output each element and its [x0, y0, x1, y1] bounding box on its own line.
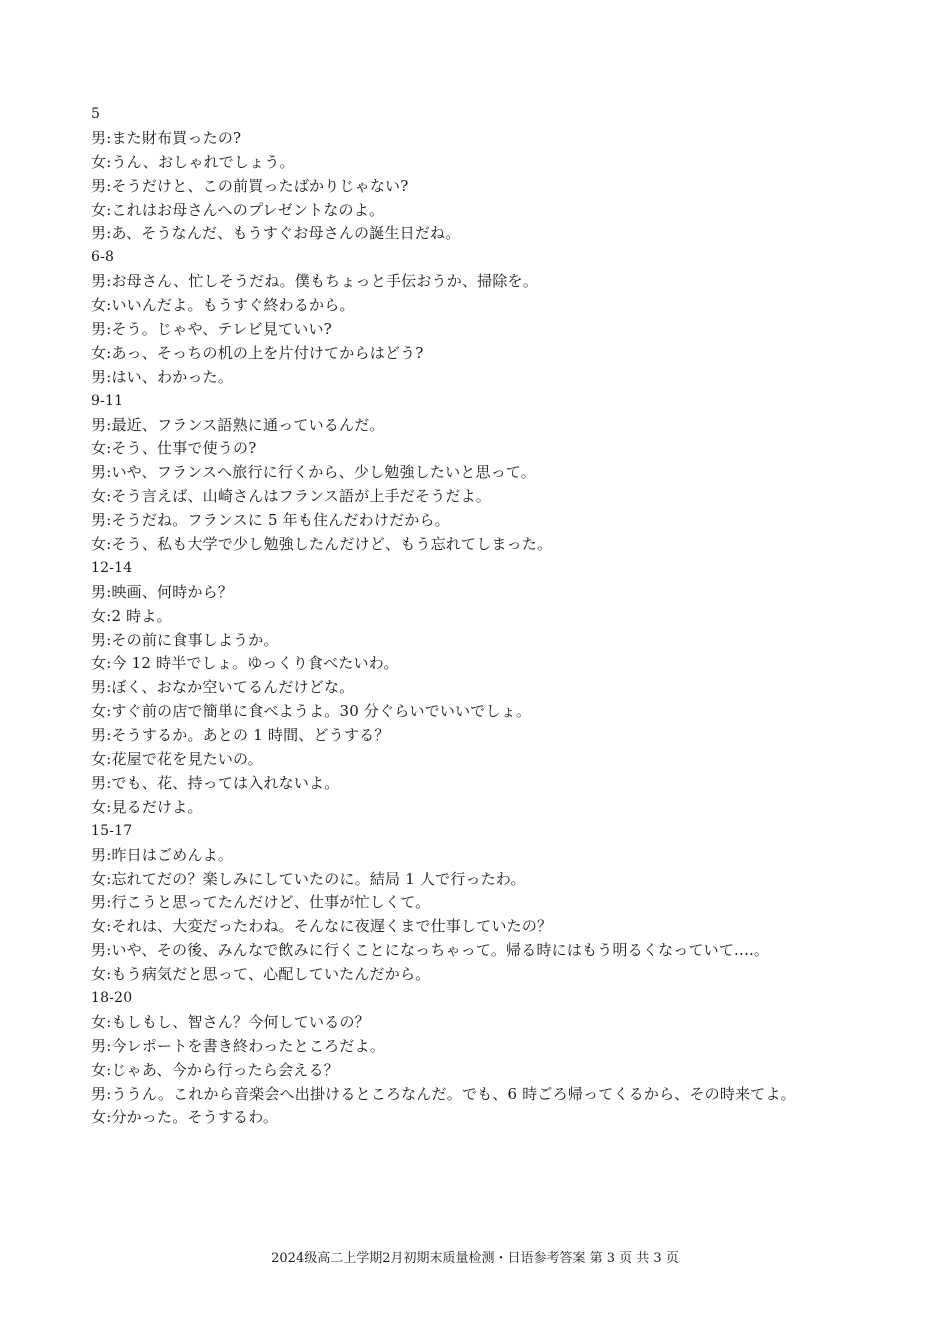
dialogue-line: 男:あ、そうなんだ、もうすぐお母さんの誕生日だね。 [91, 224, 461, 243]
dialogue-line: 男:いや、フランスへ旅行に行くから、少し勉強したいと思って。 [91, 463, 537, 482]
section-label: 15-17 [91, 822, 133, 839]
section [91, 246, 936, 389]
dialogue-line: 男:でも、花、持っては入れないよ。 [91, 773, 340, 792]
dialogue-line: 女:いいんだよ。もうすぐ終わるから。 [91, 296, 355, 315]
section-label: 12-14 [91, 559, 133, 576]
dialogue-line: 男:そうだけと、この前買ったばかりじゃない? [91, 176, 409, 195]
dialogue-line: 女:あっ、そっちの机の上を片付けてからはどう? [91, 343, 424, 362]
dialogue-line: 男:お母さん、忙しそうだね。僕もちょっと手伝おうか、掃除を。 [91, 272, 538, 291]
dialogue-line: 女:そう言えば、山崎さんはフランス語が上手だそうだよ。 [91, 487, 492, 506]
section [91, 820, 936, 987]
transcript-body [91, 103, 936, 1130]
section-label: 5 [91, 106, 101, 122]
dialogue-line: 男:はい、わかった。 [91, 367, 234, 386]
dialogue-line: 男:また財布買ったの? [91, 128, 242, 147]
dialogue-line: 男:ううん。これから音楽会へ出掛けるところなんだ。でも、6 時ごろ帰ってくるから、その時来てよ。 [91, 1084, 796, 1103]
dialogue-line: 女:じゃあ、今から行ったら会える？ [91, 1060, 339, 1079]
dialogue-line: 男:そう。じゃや、テレビ見ていい? [91, 320, 332, 339]
dialogue-line: 男:今レポートを書き終わったところだよ。 [91, 1036, 385, 1055]
dialogue-line: 女:忘れてだの？楽しみにしていたのに。結局 1 人で行ったわ。 [91, 869, 526, 888]
dialogue-line: 男:行こうと思ってたんだけど、仕事が忙しくて。 [91, 893, 431, 912]
dialogue-line: 女:2 時よ。 [91, 606, 172, 625]
section-label: 9-11 [91, 392, 124, 409]
section [91, 557, 936, 820]
dialogue-line: 男:いや、その後、みんなで飲みに行くことになっちゃって。帰る時にはもう明るくなっていて....。 [91, 941, 770, 960]
dialogue-line: 女:それは、大変だったわね。そんなに夜遅くまで仕事していたの？ [91, 917, 553, 936]
dialogue-line: 女:そう、仕事で使うの? [91, 439, 257, 458]
dialogue-line: 男:ぼく、おなか空いてるんだけどな。 [91, 678, 355, 697]
dialogue-line: 男:その前に食事しようか。 [91, 630, 279, 649]
dialogue-line: 男:最近、フランス語熟に通っているんだ。 [91, 415, 385, 434]
section [91, 987, 936, 1130]
dialogue-line: 女:今 12 時半でしょ。ゆっくり食べたいわ。 [91, 654, 399, 673]
dialogue-line: 女:分かった。そうするわ。 [91, 1108, 279, 1127]
dialogue-line: 女:もしもし、智さん？今何しているの？ [91, 1012, 370, 1031]
section-label: 18-20 [91, 989, 133, 1006]
section [91, 390, 936, 557]
page-footer: 2024级高二上学期2月初期末质量检测・日语参考答案 第 3 页 共 3 页 [271, 1251, 679, 1266]
section-label: 6-8 [91, 249, 115, 266]
dialogue-line: 女:これはお母さんへのプレゼントなのよ。 [91, 200, 385, 219]
dialogue-line: 男:昨日はごめんよ。 [91, 845, 234, 864]
dialogue-line: 女:見るだけよ。 [91, 797, 203, 816]
section [91, 103, 936, 246]
dialogue-line: 女:そう、私も大学で少し勉強したんだけど、もう忘れてしまった。 [91, 535, 553, 554]
dialogue-line: 男:そうするか。あとの 1 時間、どうする？ [91, 726, 390, 745]
dialogue-line: 女:うん、おしゃれでしょう。 [91, 152, 295, 171]
dialogue-line: 女:すぐ前の店で簡単に食べようよ。30 分ぐらいでいいでしょ。 [91, 702, 532, 721]
dialogue-line: 男:映画、何時から？ [91, 582, 234, 601]
dialogue-line: 男:そうだね。フランスに 5 年も住んだわけだから。 [91, 511, 450, 530]
dialogue-line: 女:花屋で花を見たいの。 [91, 750, 263, 769]
dialogue-line: 女:もう病気だと思って、心配していたんだから。 [91, 965, 431, 984]
